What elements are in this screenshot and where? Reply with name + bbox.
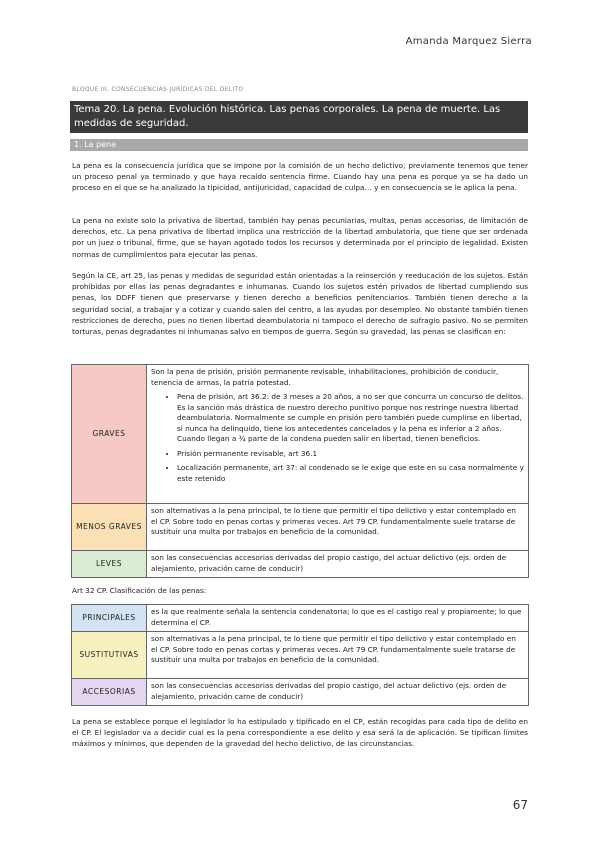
- closing-paragraph: La pena se establece porque el legislador lo ha estipulado y tipificado en el CP, están recogidas para cada tipo de delito en el CP. El legislador va a decidir cual es la pena correspondiente a ese delito y esa será la de aplicación. Se tipifican límites máximos y mínimos, que dependen de la gravedad del hecho delictivo, de las circunstancias.: [72, 717, 528, 749]
- leves-content: son las consecuencias accesorias derivadas del propio castigo, del actuar delictivo (ejs. orden de alejamiento, privación carne de conducir): [147, 551, 529, 578]
- table-row: [72, 632, 529, 679]
- leves-label: LEVES: [72, 551, 147, 578]
- table-row: [72, 504, 529, 551]
- block-heading: BLOQUE III. CONSECUENCIAS JURÍDICAS DEL DELITO: [72, 86, 244, 93]
- clasificacion-table: [71, 604, 529, 706]
- accesorias-content: son las consecuencias accesorias derivadas del propio castigo, del actuar delictivo (ejs. orden de alejamiento, privación carne de conducir): [147, 679, 529, 706]
- table-row: [72, 365, 529, 504]
- menos-graves-label: MENOS GRAVES: [72, 504, 147, 551]
- topic-title: Tema 20. La pena. Evolución histórica. Las penas corporales. La pena de muerte. Las medidas de seguridad.: [70, 101, 528, 133]
- list-item: • Prisión permanente revisable, art 36.1: [177, 449, 524, 460]
- paragraph-2: La pena no existe solo la privativa de libertad, también hay penas pecuniarias, multas, penas accesorias, de limitación de derechos, etc. La pena privativa de libertad implica una restricción de la libertad ambulatoria, que tiene que ser ordenada por un juez o tribunal, firme, que se hayan agotado todos los recursos y determinada por el principio de legalidad. Existen normas de cumplimientos para ejecutar las penas.: [72, 216, 528, 259]
- header-author: Amanda Marquez Sierra: [405, 36, 532, 47]
- graves-intro: Son la pena de prisión, prisión permanente revisable, inhabilitaciones, prohibición de conducir, tenencia de armas, la patria potestad.: [151, 367, 499, 387]
- paragraph-3: Según la CE, art 25, las penas y medidas de seguridad están orientadas a la reinserción y reeducación de los sujetos. Están prohibidas por ellas las penas degradantes e inhumanas. Cuando los sujetos estén privados de libertad cumpliendo sus penas, los DDFF tienen que preservarse y tienen derecho a beneficios penitenciarios. También tienen derecho a la seguridad social, a trabajar y a cotizar y cuando salen del centro, a las ayudas por desempleo. No obstante también tienen restricciones de derecho, pues no tienen libertad deambulatoria ni tampoco el derecho de sufragio pasivo. No se permiten torturas, penas degradantes ni inhumanas salvo en tiempos de guerra. Según su gravedad, las penas se clasifican en:: [72, 271, 528, 337]
- page-number: 67: [512, 798, 528, 812]
- table-row: [72, 679, 529, 706]
- list-item: • Localización permanente, art 37: al condenado se le exige que este en su casa normalmente y este retenido: [177, 463, 524, 484]
- principales-content: es la que realmente señala la sentencia condenatoria; lo que es el castigo real y propiamente; lo que determina el CP.: [147, 605, 529, 632]
- graves-content: [147, 365, 529, 504]
- sustitutivas-content: son alternativas a la pena principal, te lo tiene que permitir el tipo delictivo y estar contemplado en el CP. Sobre todo en penas cortas y primeras veces. Art 79 CP. fundamentalmente suele tratarse de sustituir una multa por trabajos en beneficio de la comunidad.: [147, 632, 529, 679]
- table-row: [72, 551, 529, 578]
- list-item: • Pena de prisión, art 36.2: de 3 meses a 20 años, a no ser que concurra un concurso de delitos. Es la sanción más drástica de nuestro derecho punitivo porque nos restringe nuestra libertad deambulatoria. Normalmente se cumple en prisión pero también puede cumplirse en libertad, si nunca ha delinquido, tiene los antecedentes cancelados y la pena es inferior a 2 años. Cuando llegan a ¾ parte de la condena pueden salir en libertad, tienen beneficios.: [177, 392, 524, 445]
- gravedad-table: [71, 364, 529, 578]
- principales-label: PRINCIPALES: [72, 605, 147, 632]
- menos-graves-content: son alternativas a la pena principal, te lo tiene que permitir el tipo delictivo y estar contemplado en el CP. Sobre todo en penas cortas y primeras veces. Art 79 CP. fundamentalmente suele tratarse de sustituir una multa por trabajos en beneficio de la comunidad.: [147, 504, 529, 551]
- accesorias-label: ACCESORIAS: [72, 679, 147, 706]
- section-title: 1. La pena: [70, 139, 528, 151]
- paragraph-1: La pena es la consecuencia jurídica que se impone por la comisión de un hecho delictivo; previamente tenemos que tener un proceso penal ya terminado y que haya recaído sentencia firme. Cuando hay una pena es porque ya se ha dado un proceso en el que se ha analizado la tipicidad, antijuricidad, capacidad de culpa… y en consecuencia se le aplica la pena.: [72, 161, 528, 193]
- art32-heading: Art 32 CP. Clasificación de las penas:: [72, 586, 207, 595]
- sustitutivas-label: SUSTITUTIVAS: [72, 632, 147, 679]
- graves-bullet-list: [151, 392, 524, 484]
- table-row: [72, 605, 529, 632]
- graves-label: GRAVES: [72, 365, 147, 504]
